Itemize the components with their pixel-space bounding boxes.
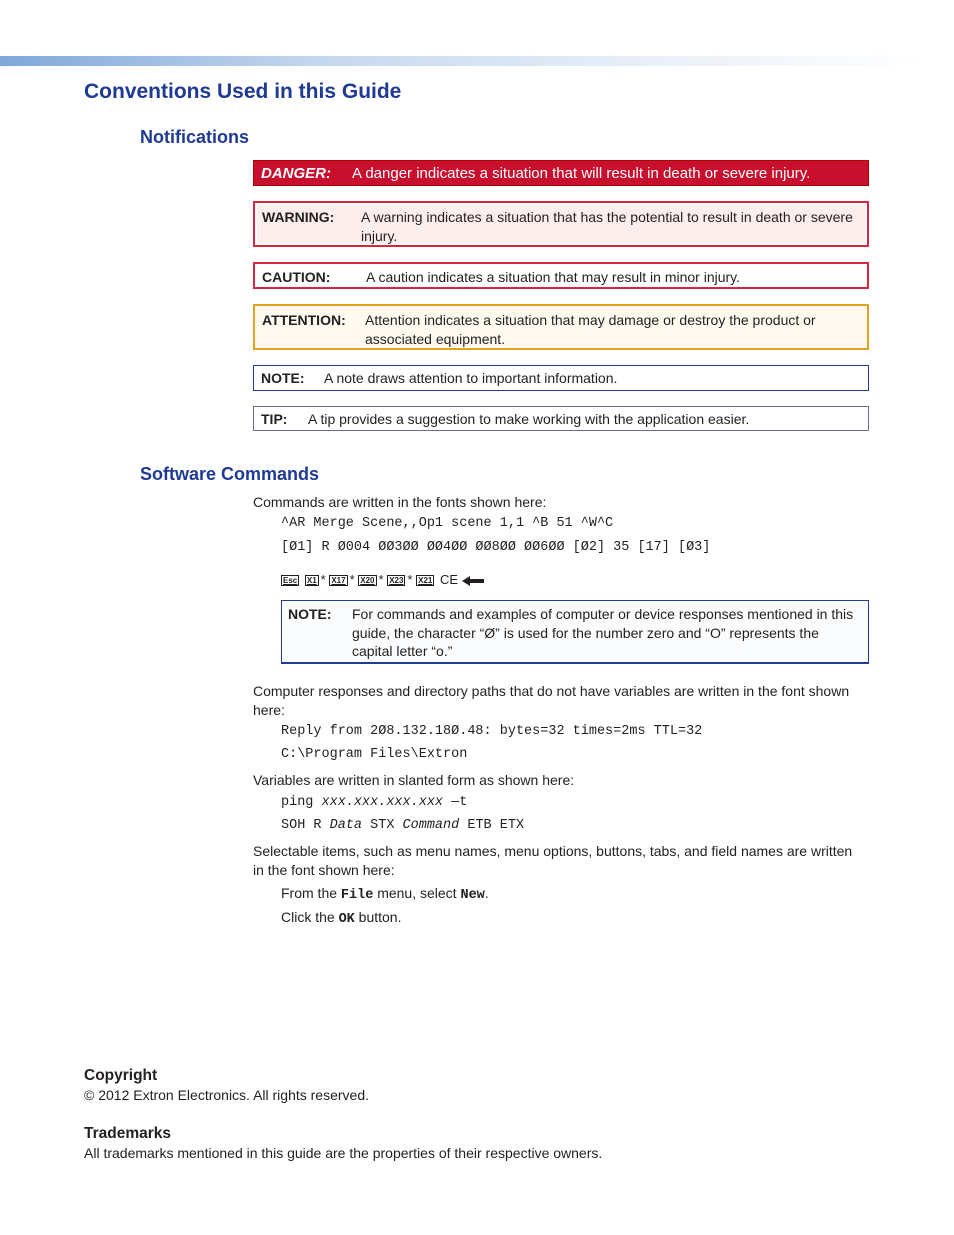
key-x17: X17	[331, 576, 346, 586]
danger-box	[253, 160, 869, 186]
trademarks-heading: Trademarks	[84, 1125, 172, 1142]
key-sequence	[281, 572, 484, 587]
warning-box	[253, 201, 869, 247]
key-x21: X21	[418, 576, 433, 586]
variable-example-1: ping xxx.xxx.xxx.xxx —t	[281, 795, 468, 810]
command-note-text: For commands and examples of computer or device responses mentioned in this guide, the character “Ø” is used for the number zero and “O” represents the capital letter “o.”	[352, 606, 854, 659]
variable-example-2: SOH R Data STX Command ETB ETX	[281, 818, 525, 833]
asterisk: *	[320, 572, 326, 587]
note-label: NOTE:	[261, 370, 305, 386]
attention-label: ATTENTION:	[262, 312, 346, 328]
page-title: Conventions Used in this Guide	[84, 80, 402, 103]
key-x1: X1	[306, 576, 317, 586]
command-example-2: [Ø1] R Ø004 ØØ3ØØ ØØ4ØØ ØØ8ØØ ØØ6ØØ [Ø2] 35 [17] [Ø3]	[281, 540, 711, 555]
selectable-example-2: Click the OK button.	[281, 909, 402, 927]
tip-text: A tip provides a suggestion to make working with the application easier.	[308, 411, 750, 427]
key-ce: CE	[439, 572, 459, 587]
enter-arrow-icon	[462, 576, 484, 586]
key-x23: X23	[389, 576, 404, 586]
danger-text: A danger indicates a situation that will result in death or severe injury.	[352, 165, 811, 182]
caution-label: CAUTION:	[262, 269, 331, 285]
copyright-text: © 2012 Extron Electronics. All rights reserved.	[84, 1087, 369, 1103]
note-text: A note draws attention to important information.	[324, 370, 618, 386]
copyright-heading: Copyright	[84, 1067, 158, 1084]
asterisk: *	[407, 572, 413, 587]
selectable-example-1: From the File menu, select New.	[281, 885, 489, 903]
key-esc: Esc	[283, 576, 298, 586]
software-commands-heading: Software Commands	[140, 464, 320, 484]
command-note-box	[281, 600, 869, 664]
caution-box	[253, 262, 869, 289]
tip-label: TIP:	[261, 411, 288, 427]
response-example-2: C:\Program Files\Extron	[281, 747, 468, 762]
selectable-intro: Selectable items, such as menu names, menu options, buttons, tabs, and field names are written in the font shown here:	[253, 843, 853, 878]
note-box	[253, 365, 869, 391]
attention-text: Attention indicates a situation that may damage or destroy the product or associated equipment.	[365, 312, 816, 347]
tip-box	[253, 406, 869, 431]
command-example-1: ^AR Merge Scene,,Op1 scene 1,1 ^B 51 ^W^C	[281, 516, 614, 531]
response-example-1: Reply from 2Ø8.132.18Ø.48: bytes=32 times=2ms TTL=32	[281, 724, 703, 739]
command-note-label: NOTE:	[288, 606, 332, 622]
asterisk: *	[349, 572, 355, 587]
caution-text: A caution indicates a situation that may result in minor injury.	[366, 269, 741, 285]
warning-label: WARNING:	[262, 209, 335, 225]
notifications-heading: Notifications	[140, 127, 250, 147]
responses-intro: Computer responses and directory paths that do not have variables are written in the font shown here:	[253, 683, 850, 718]
key-x20: X20	[360, 576, 375, 586]
trademarks-text: All trademarks mentioned in this guide are the properties of their respective owners.	[84, 1145, 603, 1161]
warning-text: A warning indicates a situation that has the potential to result in death or severe injury.	[361, 209, 853, 244]
danger-label: DANGER:	[261, 165, 331, 182]
asterisk: *	[378, 572, 384, 587]
variables-intro: Variables are written in slanted form as shown here:	[253, 772, 575, 788]
commands-intro: Commands are written in the fonts shown here:	[253, 494, 547, 510]
attention-box	[253, 304, 869, 350]
header-gradient-bar	[0, 56, 930, 66]
